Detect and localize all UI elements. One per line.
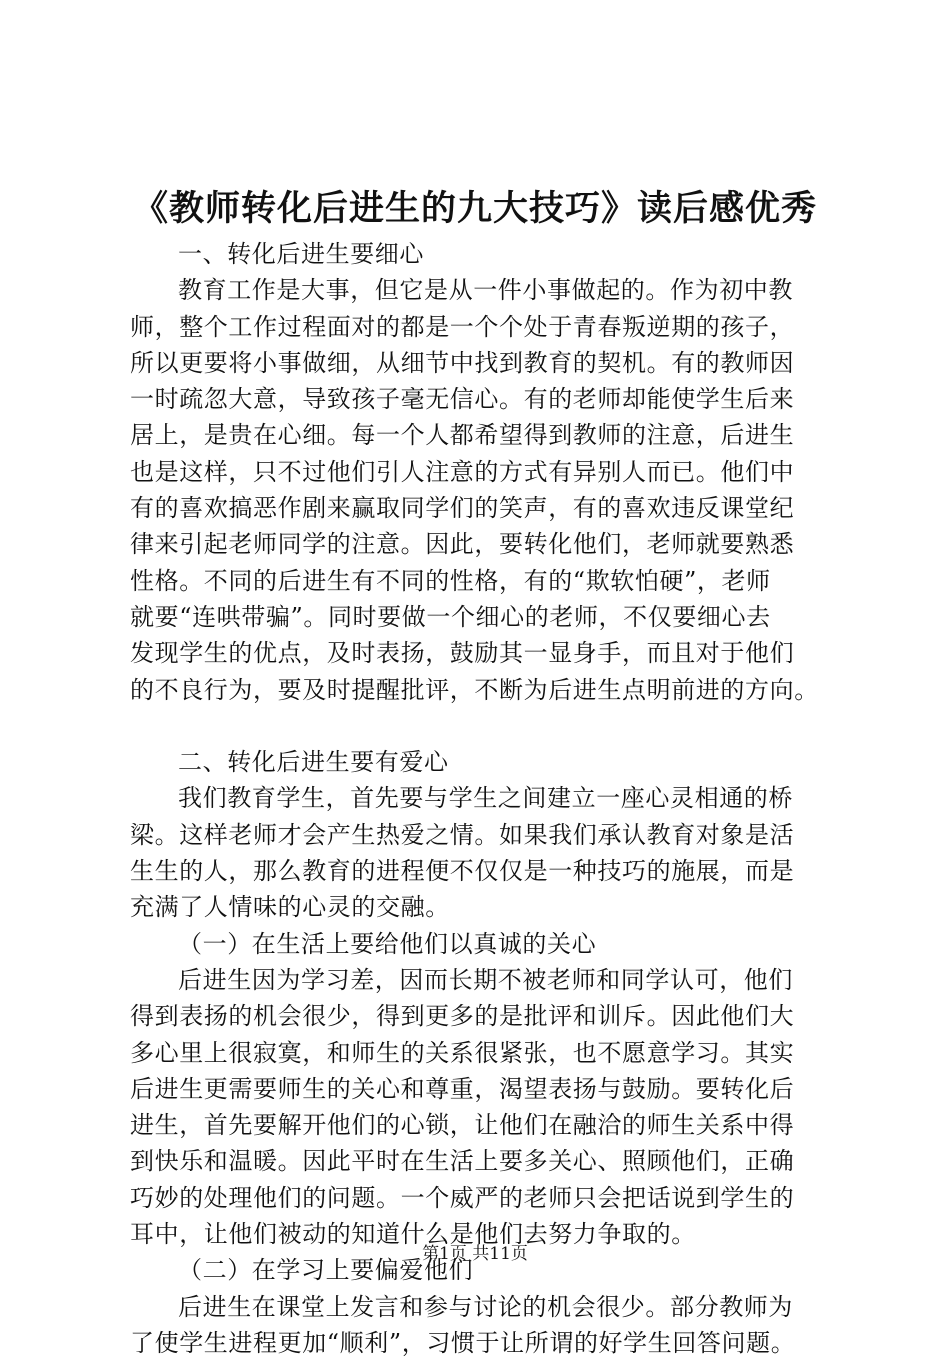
body-paragraph (130, 272, 850, 708)
paragraph-line: 教育工作是大事，但它是从一件小事做起的。作为初中教 (178, 276, 793, 305)
paragraph-line: 就要“连哄带骗”。同时要做一个细心的老师，不仅要细心去 (130, 602, 771, 631)
heading-text: （二）在学习上要偏爱他们 (178, 1256, 474, 1285)
heading-text: 二、转化后进生要有爱心 (178, 748, 449, 777)
heading-text: 一、转化后进生要细心 (178, 240, 424, 268)
heading-text: （一）在生活上要给他们以真诚的关心 (178, 929, 597, 958)
body-paragraph (130, 962, 850, 1252)
paragraph-line: 一时疏忽大意，导致孩子毫无信心。有的老师却能使学生后来 (130, 385, 795, 414)
paragraph-line: 充满了人情味的心灵的交融。 (130, 893, 450, 922)
paragraph-line: 得到表扬的机会很少，得到更多的是批评和训斥。因此他们大 (130, 1002, 795, 1031)
paragraph-line: 进生，首先要解开他们的心锁，让他们在融洽的师生关系中得 (130, 1111, 795, 1140)
paragraph-line: 的不良行为，要及时提醒批评，不断为后进生点明前进的方向。 (130, 675, 819, 704)
section-heading (130, 926, 850, 962)
section-heading (130, 744, 850, 780)
paragraph-line: 后进生因为学习差，因而长期不被老师和同学认可，他们 (178, 965, 793, 994)
paragraph-line: 所以更要将小事做细，从细节中找到教育的契机。有的教师因 (130, 348, 795, 377)
paragraph-line: 性格。不同的后进生有不同的性格，有的“欺软怕硬”，老师 (130, 566, 771, 595)
paragraph-line: 师，整个工作过程面对的都是一个个处于青春叛逆期的孩子， (130, 312, 795, 341)
paragraph-line: 耳中，让他们被动的知道什么是他们去努力争取的。 (130, 1220, 696, 1249)
paragraph-line: 后进生在课堂上发言和参与讨论的机会很少。部分教师为 (178, 1292, 793, 1321)
paragraph-line: 生生的人，那么教育的进程便不仅仅是一种技巧的施展，而是 (130, 857, 795, 886)
paragraph-gap (130, 708, 850, 744)
body-paragraph (130, 1289, 850, 1361)
document-body (130, 236, 850, 1361)
paragraph-line: 梁。这样老师才会产生热爱之情。如果我们承认教育对象是活 (130, 820, 795, 849)
paragraph-line: 巧妙的处理他们的问题。一个威严的老师只会把话说到学生的 (130, 1183, 795, 1212)
section-heading (130, 236, 850, 272)
paragraph-line: 后进生更需要师生的关心和尊重，渴望表扬与鼓励。要转化后 (130, 1074, 795, 1103)
paragraph-line: 多心里上很寂寞，和师生的关系很紧张，也不愿意学习。其实 (130, 1038, 795, 1067)
paragraph-line: 发现学生的优点，及时表扬，鼓励其一显身手，而且对于他们 (130, 639, 795, 668)
body-paragraph (130, 780, 850, 925)
paragraph-line: 到快乐和温暖。因此平时在生活上要多关心、照顾他们，正确 (130, 1147, 795, 1176)
paragraph-line: 居上，是贵在心细。每一个人都希望得到教师的注意，后进生 (130, 421, 795, 450)
paragraph-line: 律来引起老师同学的注意。因此，要转化他们，老师就要熟悉 (130, 530, 795, 559)
paragraph-line: 也是这样，只不过他们引人注意的方式有异别人而已。他们中 (130, 457, 795, 486)
paragraph-line: 有的喜欢搞恶作剧来赢取同学们的笑声，有的喜欢违反课堂纪 (130, 494, 795, 523)
document-title: 《教师转化后进生的九大技巧》读后感优秀 (132, 188, 817, 229)
page-footer: 第1页 共11页 (422, 1244, 528, 1264)
paragraph-line: 我们教育学生，首先要与学生之间建立一座心灵相通的桥 (178, 784, 793, 813)
paragraph-line: 了使学生进程更加“顺利”，习惯于让所谓的好学生回答问题。 (130, 1328, 796, 1357)
